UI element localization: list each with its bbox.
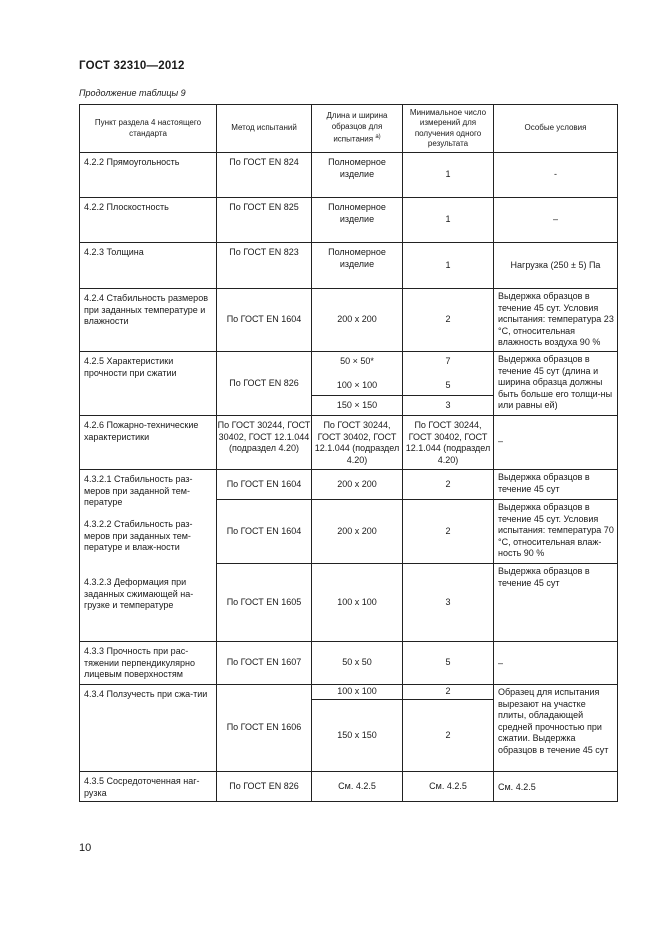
header-method: Метод испытаний	[217, 105, 312, 153]
table-header-row	[80, 105, 618, 153]
cell-count: 7	[445, 356, 451, 366]
cell-clause: 4.3.3 Прочность при рас-тяжении перпендикулярно лицевым поверхностям	[80, 642, 217, 685]
cell-size: 100 × 100	[336, 380, 378, 390]
cell-size: 200 х 200	[312, 500, 403, 564]
table-row	[80, 198, 618, 243]
cell-clause: 4.2.4 Стабильность размеров при заданных температуре и влажности	[80, 289, 217, 352]
cell-count: 1	[403, 153, 494, 198]
table-row	[80, 470, 618, 500]
cell-conditions: Выдержка образцов в течение 45 сут. Условия испытания: температура 70 °С, относительная влаж-ность 90 %	[494, 500, 618, 564]
cell-method: По ГОСТ 30244, ГОСТ 30402, ГОСТ 12.1.044 (подраздел 4.20)	[217, 416, 312, 470]
cell-size: 150 × 150	[312, 396, 403, 416]
cell-method: По ГОСТ EN 823	[217, 243, 312, 289]
cell-conditions: –	[494, 416, 618, 470]
cell-conditions: Образец для испытания вырезают на участке плиты, обладающей средней прочностью при сжатии. Выдержка образцов в течение 45 сут	[494, 685, 618, 772]
cell-method: По ГОСТ EN 825	[217, 198, 312, 243]
cell-count: 2	[403, 500, 494, 564]
cell-size: 200 х 200	[312, 470, 403, 500]
cell-count: 2	[403, 289, 494, 352]
cell-method: По ГОСТ EN 1606	[217, 685, 312, 772]
table-caption: Продолжение таблицы 9	[79, 88, 186, 98]
cell-clause: 4.3.5 Сосредоточенная наг-рузка	[80, 772, 217, 802]
cell-conditions: Выдержка образцов в течение 45 сут	[494, 470, 618, 500]
table-row	[80, 642, 618, 685]
cell-conditions: Выдержка образцов в течение 45 сут	[494, 564, 618, 642]
cell-size: Полномерное изделие	[312, 243, 403, 289]
table-row	[80, 289, 618, 352]
cell-clause: 4.3.2.2 Стабильность раз-меров при заданных тем-пературе и влаж-ности	[84, 519, 193, 552]
cell-conditions: См. 4.2.5	[494, 772, 618, 802]
cell-method: По ГОСТ EN 824	[217, 153, 312, 198]
cell-method: По ГОСТ EN 1604	[217, 500, 312, 564]
cell-clause: 4.2.2 Плоскостность	[80, 198, 217, 243]
table-row	[80, 416, 618, 470]
cell-size: 200 х 200	[312, 289, 403, 352]
cell-conditions: –	[494, 198, 618, 243]
cell-size: 150 х 150	[312, 700, 403, 772]
cell-count: 5	[445, 380, 451, 390]
cell-count: 1	[403, 243, 494, 289]
test-methods-table	[79, 104, 618, 802]
cell-method: По ГОСТ EN 1604	[217, 470, 312, 500]
cell-method: По ГОСТ EN 826	[217, 772, 312, 802]
cell-size: См. 4.2.5	[312, 772, 403, 802]
cell-method: По ГОСТ EN 1604	[217, 289, 312, 352]
cell-size: Полномерное изделие	[312, 153, 403, 198]
header-count: Минимальное число измерений для получения одного результата	[403, 105, 494, 153]
cell-size: По ГОСТ 30244, ГОСТ 30402, ГОСТ 12.1.044 (подраздел 4.20)	[312, 416, 403, 470]
cell-count: См. 4.2.5	[403, 772, 494, 802]
cell-method: По ГОСТ EN 1605	[217, 564, 312, 642]
cell-clause: 4.3.2.1 Стабильность раз-меров при заданной тем-пературе	[84, 474, 193, 507]
cell-clause: 4.3.2.3 Деформация при заданных сжимающей на-грузке и температуре	[84, 577, 194, 610]
cell-size: 100 х 100	[312, 685, 403, 700]
cell-count: 3	[403, 564, 494, 642]
header-size-note: а)	[375, 134, 381, 141]
cell-size: 50 × 50*	[340, 356, 374, 366]
table-row	[80, 243, 618, 289]
cell-clause: 4.2.5 Характеристики прочности при сжатии	[80, 352, 217, 416]
cell-method: По ГОСТ EN 826	[217, 352, 312, 416]
cell-count: 5	[403, 642, 494, 685]
header-conditions: Особые условия	[494, 105, 618, 153]
cell-count: 2	[403, 700, 494, 772]
cell-clause: 4.3.4 Ползучесть при сжа-тии	[80, 685, 217, 772]
cell-conditions: –	[494, 642, 618, 685]
cell-count: 2	[403, 470, 494, 500]
table-row	[80, 772, 618, 802]
cell-size: Полномерное изделие	[312, 198, 403, 243]
cell-conditions: Нагрузка (250 ± 5) Па	[494, 243, 618, 289]
cell-count: 3	[403, 396, 494, 416]
cell-count: По ГОСТ 30244, ГОСТ 30402, ГОСТ 12.1.044 (подраздел 4.20)	[403, 416, 494, 470]
cell-conditions: Выдержка образцов в течение 45 сут. Условия испытания: температура 23 °С, относительная влажность воздуха 90 %	[494, 289, 618, 352]
cell-method: По ГОСТ EN 1607	[217, 642, 312, 685]
header-size	[312, 105, 403, 153]
cell-clause: 4.2.3 Толщина	[80, 243, 217, 289]
cell-conditions: -	[494, 153, 618, 198]
cell-clause-group	[80, 470, 217, 642]
cell-count: 1	[403, 198, 494, 243]
document-title: ГОСТ 32310—2012	[79, 60, 185, 72]
cell-clause: 4.2.2 Прямоугольность	[80, 153, 217, 198]
cell-size: 50 х 50	[312, 642, 403, 685]
cell-count-group	[403, 352, 494, 396]
table-row	[80, 352, 618, 396]
table-row	[80, 153, 618, 198]
cell-size-group	[312, 352, 403, 396]
header-size-text: Длина и ширина образцов для испытания	[326, 111, 388, 145]
cell-size: 100 х 100	[312, 564, 403, 642]
cell-clause: 4.2.6 Пожарно-технические характеристики	[80, 416, 217, 470]
cell-conditions: Выдержка образцов в течение 45 сут (длина и ширина образца должны быть больше его толщи-ны или равны ей)	[494, 352, 618, 416]
page-number: 10	[79, 842, 92, 854]
cell-count: 2	[403, 685, 494, 700]
table-row	[80, 685, 618, 700]
header-clause: Пункт раздела 4 настоящего стандарта	[80, 105, 217, 153]
